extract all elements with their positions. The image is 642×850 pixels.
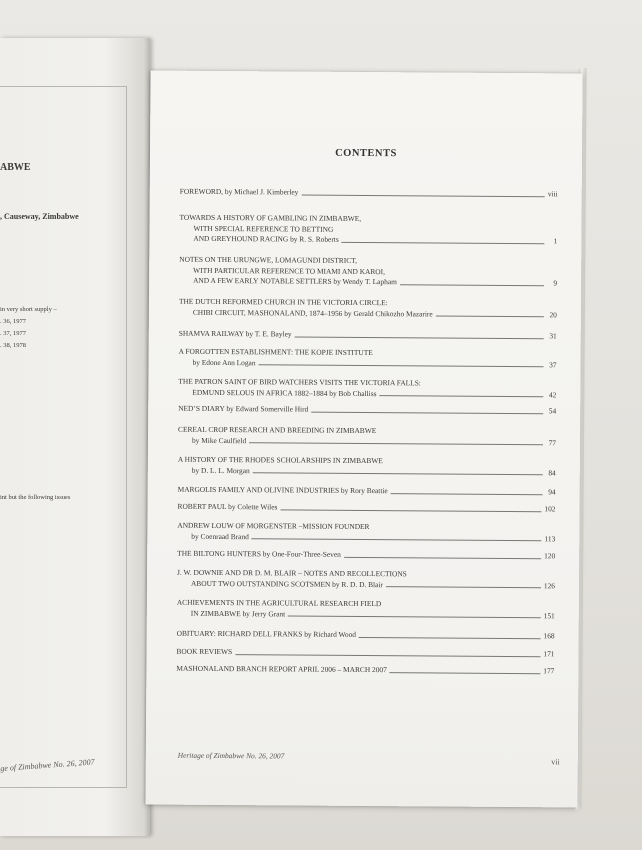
entry-title-author: BOOK REVIEWS [176,646,233,657]
entry-page-number: 54 [548,406,557,416]
dot-leader [436,314,544,317]
dot-leader [311,410,543,414]
entry-title-line: WITH SPECIAL REFERENCE TO BETTING [193,223,334,234]
contents-entry [177,521,555,545]
entry-page-number: 37 [549,359,557,369]
entry-page-number: 151 [543,610,555,620]
dot-leader [252,537,542,541]
entry-title-author: by Mike Caulfield [191,435,247,445]
entry-title-line: CEREAL CROP RESEARCH AND BREEDING IN ZIMBABWE [178,424,377,436]
entry-last-line [178,387,556,400]
entry-title-author: by D. L. L. Morgan [191,465,250,475]
entry-title-line: A HISTORY OF THE RHODES SCHOLARSHIPS IN ZIMBABWE [177,454,383,466]
dot-leader [386,585,541,588]
entry-page-number: 20 [549,309,557,319]
contents-entry [178,455,556,479]
entry-last-line [178,485,556,498]
entry-page-number: 94 [548,487,556,497]
entry-last-line [177,608,555,621]
contents-entry [178,377,556,401]
entry-last-line [179,329,557,342]
entry-last-line [177,502,555,515]
entry-last-line [180,187,558,200]
entry-last-line [177,531,555,544]
entry-title-author: IN ZIMBABWE by Jerry Grant [190,608,286,618]
entry-page-number: viii [547,189,558,199]
contents-entry [179,213,557,247]
entry-last-line [178,465,556,478]
facing-footer: ge of Zimbabwe No. 26, 2007 [0,757,95,773]
entry-page-number: 102 [544,504,556,514]
entry-title-line: J. W. DOWNIE AND DR D. M. BLAIR – NOTES AND RECOLLECTIONS [177,567,407,579]
dot-leader [391,492,543,495]
contents-entry [180,187,558,200]
entry-page-number: 113 [544,533,556,543]
entry-last-line [177,578,555,591]
dot-leader [288,614,540,618]
entry-last-line [177,629,555,642]
contents-entry [179,297,557,321]
entry-last-line [178,404,556,417]
contents-entry [178,404,556,417]
entry-page-number: 42 [548,389,557,399]
entry-title-author: SHAMVA RAILWAY by T. E. Bayley [178,328,292,339]
dot-leader [400,283,544,286]
page-number: vii [551,757,560,767]
dot-leader [249,441,543,445]
entry-title-author: NED’S DIARY by Edward Somerville Hird [178,403,309,414]
entry-last-line [177,549,555,562]
contents-entry [177,568,555,592]
entry-page-number: 9 [553,278,558,288]
contents-entry [177,549,555,562]
entry-title-author: by Coenraad Brand [191,531,249,541]
dot-leader [259,363,544,367]
facing-supply-line: . 36, 1977 [0,318,26,325]
entry-title-author: FOREWORD, by Michael J. Kimberley [179,186,299,197]
entry-title-line: ACHIEVEMENTS IN THE AGRICULTURAL RESEARCH FIELD [176,597,382,609]
contents-entry [176,647,554,660]
contents-entry [177,629,555,642]
facing-address: , Causeway, Zimbabwe [0,212,79,221]
entry-title-author: MASHONALAND BRANCH REPORT APRIL 2006 – MARCH 2007 [176,663,387,675]
entry-title-line: THE DUTCH REFORMED CHURCH IN THE VICTORIA CIRCLE: [178,296,388,308]
entry-title-author: AND GREYHOUND RACING by R. S. Roberts [193,233,339,244]
dot-leader [295,335,544,339]
dot-leader [301,193,544,197]
dot-leader [344,555,541,558]
dot-leader [280,508,541,512]
contents-entry [178,485,556,498]
facing-page [0,38,150,836]
dot-leader [253,471,543,475]
entry-title-author: by Edone Ann Logan [192,357,256,367]
entry-last-line [176,647,554,660]
entry-title-author: CHIBI CIRCUIT, MASHONALAND, 1874–1956 by Gerald Chikozho Mazarire [192,307,433,318]
facing-page-frame [0,86,127,788]
contents-entry [177,502,555,515]
entry-page-number: 84 [548,467,556,477]
contents-entry [179,255,557,289]
dot-leader [342,240,545,243]
entry-page-number: 31 [549,331,557,341]
contents-entry [176,664,554,677]
dot-leader [390,671,540,674]
contents-entry [178,425,556,449]
entry-page-number: 1 [553,236,558,246]
entry-page-number: 171 [543,649,555,659]
entry-title-author: ABOUT TWO OUTSTANDING SCOTSMEN by R. D. D. Blair [190,578,383,589]
entry-page-number: 77 [548,437,557,447]
dot-leader [359,635,541,638]
entry-page-number: 168 [543,631,555,641]
dot-leader [379,394,543,397]
contents-title: CONTENTS [335,147,397,160]
entry-page-number: 126 [543,580,556,590]
entry-last-line [179,276,557,289]
facing-supply-line: in very short supply – [0,306,57,313]
contents-entry [179,329,557,342]
facing-supply-line: . 38, 1978 [0,342,26,349]
page-footer-title: Heritage of Zimbabwe No. 26, 2007 [177,750,285,761]
entry-title-line: WITH PARTICULAR REFERENCE TO MIAMI AND KAROI, [193,265,386,276]
entry-title-author: OBITUARY: RICHARD DELL FRANKS by Richard Wood [176,628,357,639]
contents-entry [177,598,555,622]
dot-leader [235,653,540,657]
facing-heading: ABWE [0,162,31,173]
entry-page-number: 177 [543,666,555,676]
entry-title-line: A FORGOTTEN ESTABLISHMENT: THE KOPJE INSTITUTE [178,346,373,358]
facing-supply-line: . 37, 1977 [0,330,26,337]
facing-issues-line: int but the following issues [0,494,71,501]
entry-last-line [178,435,556,448]
contents-page [145,71,582,808]
entry-last-line [176,664,554,677]
entry-page-number: 120 [544,551,556,561]
entry-title-author: ROBERT PAUL by Colette Wiles [177,501,278,512]
entry-title-author: MARGOLIS FAMILY AND OLIVINE INDUSTRIES by Rory Beattie [177,484,388,496]
contents-entry [178,347,556,371]
entry-last-line [179,307,557,320]
entry-title-line: ANDREW LOUW OF MORGENSTER –MISSION FOUNDER [177,520,370,532]
entry-title-line: NOTES ON THE URUNGWE, LOMAGUNDI DISTRICT, [179,254,357,265]
entry-title-author: THE BILTONG HUNTERS by One-Four-Three-Seven [177,548,341,559]
entry-title-author: EDMUND SELOUS IN AFRICA 1882–1884 by Bob Challiss [192,387,377,398]
entry-last-line [178,357,556,370]
entry-title-author: AND A FEW EARLY NOTABLE SETTLERS by Wendy T. Lapham [193,275,397,287]
entry-title-line: TOWARDS A HISTORY OF GAMBLING IN ZIMBABWE, [179,212,362,223]
entry-last-line [179,234,557,247]
entry-title-line: THE PATRON SAINT OF BIRD WATCHERS VISITS THE VICTORIA FALLS: [178,376,421,388]
